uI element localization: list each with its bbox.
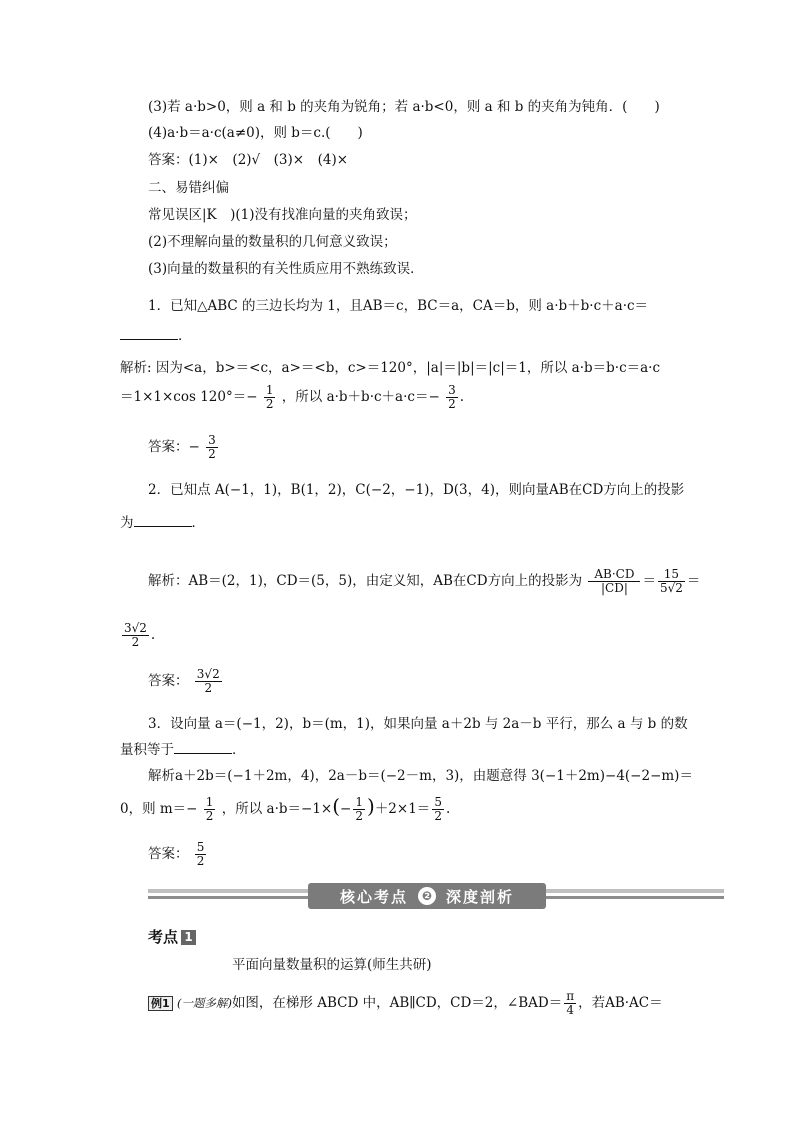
item-3-line: (3)若 a·b>0，则 a 和 b 的夹角为锐角；若 a·b<0，则 a 和 b 的夹角为钝角．( ) <box>148 99 660 115</box>
denominator: 2 <box>205 809 214 823</box>
denominator: 5√2 <box>659 581 683 595</box>
denominator: 4 <box>566 1003 574 1017</box>
section-banner <box>148 883 724 909</box>
answer-line: 答案：(1)× (2)√ (3)× (4)× <box>148 152 349 168</box>
topic-title: 平面向量数量积的运算(师生共研) <box>232 957 432 973</box>
fraction <box>204 796 216 823</box>
answer-label: 答案： <box>148 846 189 862</box>
question-2-line2 <box>120 514 205 532</box>
question-text: ． <box>191 515 205 531</box>
answer-label: 答案： <box>148 673 189 689</box>
question-1-line2 <box>120 327 192 345</box>
solution-text: ，所以 a·b＋b·c＋a·c＝− <box>281 389 440 405</box>
solution-text: 0，则 m＝− <box>120 801 198 817</box>
question-text: 为 <box>120 515 134 531</box>
answer-label: 答案：− <box>148 439 200 455</box>
numerator: 3√2 <box>124 621 147 635</box>
example-1-line <box>148 990 663 1017</box>
solution-2-line1 <box>148 568 700 595</box>
kaodian-number: 1 <box>181 930 196 945</box>
numerator: 1 <box>265 383 274 397</box>
example-text: 如图，在梯形 ABCD 中，AB∥CD，CD＝2，∠BAD＝ <box>231 995 563 1011</box>
numerator: 3√2 <box>196 667 220 681</box>
numerator: 5 <box>434 795 442 809</box>
fraction <box>195 668 222 695</box>
denominator: 2 <box>265 397 274 411</box>
answer-blank <box>174 741 232 754</box>
misconception-3: (3)向量的数量积的有关性质应用不熟练致误． <box>148 261 424 277</box>
example-text: ，若AB·AC＝ <box>578 995 663 1011</box>
answer-blank <box>134 514 192 527</box>
denominator: 2 <box>208 447 216 461</box>
question-1-end: ． <box>178 328 192 344</box>
question-3-line1: 3．设向量 a＝(−1，2)，b＝(m，1)，如果向量 a＋2b 与 2a－b 平行，那么 a 与 b 的数 <box>148 716 688 732</box>
answer-blank <box>120 327 178 340</box>
solution-3-line2: 0，则 m＝− $\frac{1}{2}$ ，所以 a·b＝−1×(− $\frac{1}{2}$ )＋2×1＝ $\frac{5}{2}$ . <box>120 794 451 823</box>
question-text: ． <box>232 742 246 758</box>
fraction <box>564 990 576 1017</box>
solution-text: 解析：AB＝(2，1)，CD＝(5，5)，由定义知，AB在CD方向上的投影为 <box>148 573 583 589</box>
denominator: 2 <box>448 397 456 411</box>
denominator: 2 <box>131 635 140 649</box>
fraction <box>658 568 685 595</box>
misconception-2: (2)不理解向量的数量积的几何意义致误； <box>148 234 397 250</box>
solution-text: ＋2×1＝ <box>374 801 431 817</box>
numerator: 3 <box>208 433 216 447</box>
solution-3-line1: 解析a＋2b＝(−1＋2m，4)，2a－b＝(−2－m，3)，由题意得 3(−1＋2m)−4(−2−m)＝ <box>148 768 693 784</box>
kaodian-heading <box>148 926 196 947</box>
solution-1-line1: 解析: 因为<a，b>＝<c，a>＝<b，c>＝120°，|a|＝|b|＝|c|＝1，所以 a·b＝b·c＝a·c <box>120 360 661 376</box>
fraction <box>432 796 444 823</box>
fraction <box>588 568 640 595</box>
denominator: |CD| <box>600 581 628 595</box>
denominator: 2 <box>434 809 442 823</box>
question-1-line1: 1．已知△ABC 的三边长均为 1，且AB＝c，BC＝a，CA＝b，则 a·b＋b·c＋a·c＝ <box>148 298 649 314</box>
fraction <box>195 841 207 868</box>
denominator: 2 <box>355 809 363 823</box>
solution-text: ＝ <box>642 573 656 589</box>
answer-2 <box>148 668 224 695</box>
denominator: 2 <box>204 681 213 695</box>
numerator: 1 <box>205 795 214 809</box>
answer-1 <box>148 434 220 461</box>
solution-text: . <box>445 801 451 817</box>
solution-text: ＝ <box>686 573 701 589</box>
circle-number-icon: ❷ <box>418 887 436 905</box>
fraction <box>446 384 458 411</box>
question-3-line2 <box>120 741 246 759</box>
solution-text: . <box>459 389 464 405</box>
answer-3 <box>148 841 208 868</box>
example-label: 例1 <box>148 996 173 1011</box>
banner-right-text: 深度剖析 <box>446 887 515 906</box>
fraction <box>264 384 276 411</box>
solution-text: ＝1×1×cos 120°＝− <box>120 389 258 405</box>
question-2-line1: 2．已知点 A(−1，1)，B(1，2)，C(−2，−1)，D(3，4)，则向量AB在CD方向上的投影 <box>148 482 685 498</box>
solution-2-line2: $\frac{3√2}{2}$ . <box>124 621 156 649</box>
numerator: 3 <box>448 383 456 397</box>
item-4-line: (4)a·b＝a·c(a≠0)，则 b＝c.( ) <box>148 125 363 141</box>
fraction <box>353 796 365 823</box>
question-text: 量积等于 <box>120 742 174 758</box>
banner-left-text: 核心考点 <box>339 887 408 906</box>
numerator: π <box>566 989 575 1003</box>
denominator: 2 <box>196 854 205 868</box>
numerator: 15 <box>658 568 685 582</box>
numerator: AB·CD <box>588 568 640 582</box>
example-tag: (一题多解) <box>176 996 232 1010</box>
banner-title <box>308 883 546 909</box>
fraction <box>206 434 218 461</box>
numerator: 5 <box>196 840 205 854</box>
kaodian-label: 考点 <box>148 928 179 946</box>
section-heading: 二、易错纠偏 <box>148 180 229 196</box>
solution-text: ，所以 a·b＝−1× <box>221 801 333 817</box>
solution-1-line2 <box>120 384 464 411</box>
fraction <box>122 622 149 649</box>
misconception-1: 常见误区|K )(1)没有找准向量的夹角致误； <box>148 207 417 223</box>
numerator: 1 <box>355 795 363 809</box>
